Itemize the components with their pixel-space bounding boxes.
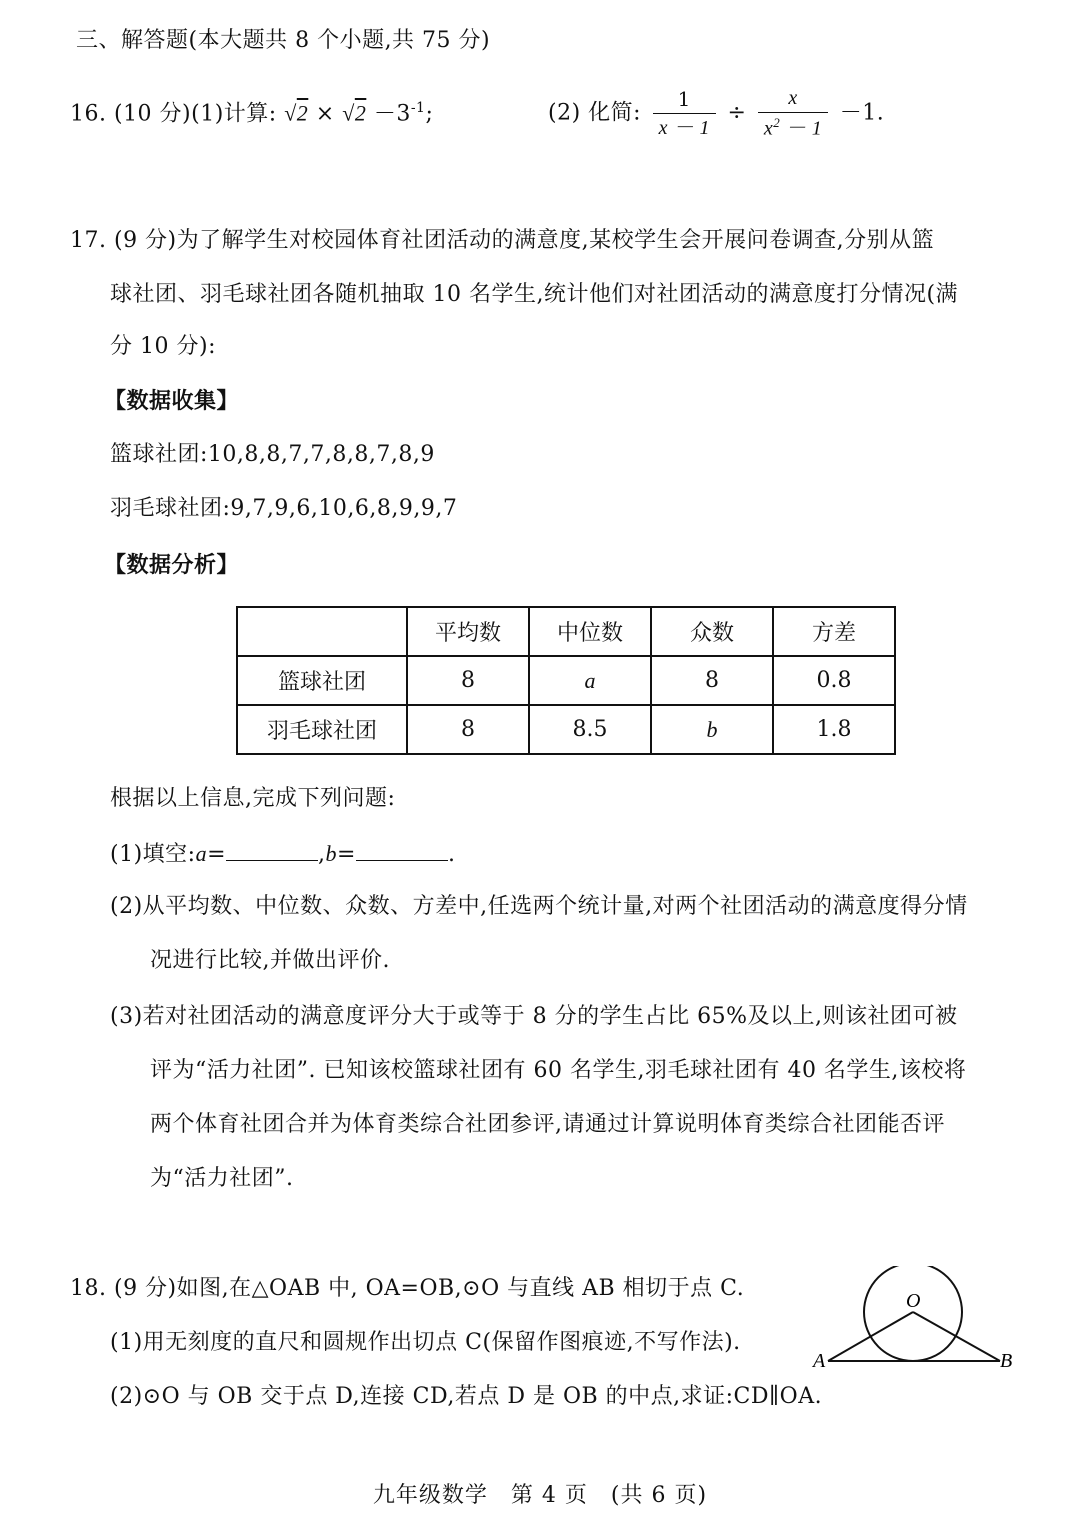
circle-o	[864, 1266, 962, 1361]
section-title: 三、解答题(本大题共 8 个小题,共 75 分)	[76, 28, 491, 53]
table-header-cell	[237, 607, 407, 656]
table-header-cell: 中位数	[529, 607, 651, 656]
segment-oa	[828, 1312, 913, 1361]
data-analysis-heading: 【数据分析】	[104, 552, 240, 578]
q17-part3-line4: 为“活力社团”.	[150, 1166, 294, 1191]
table-header-cell: 平均数	[407, 607, 529, 656]
q16-sqrt2-a: √2	[284, 100, 309, 126]
question-16-part2	[548, 86, 884, 141]
question-16	[70, 100, 433, 128]
q17-line3: 分 10 分):	[110, 334, 216, 359]
table-header-cell: 众数	[651, 607, 773, 656]
q17-line2: 球社团、羽毛球社团各随机抽取 10 名学生,统计他们对社团活动的满意度打分情况(满	[110, 282, 959, 307]
table-cell: a	[529, 656, 651, 705]
segment-ob	[913, 1312, 1000, 1361]
q18-part1: (1)用无刻度的直尺和圆规作出切点 C(保留作图痕迹,不写作法).	[110, 1330, 741, 1355]
circle-tangent-figure	[806, 1266, 1026, 1386]
blank-b-label: b	[325, 841, 338, 866]
blank-a-label: a	[195, 841, 208, 866]
table-cell: 羽毛球社团	[237, 705, 407, 754]
table-row	[237, 705, 895, 754]
table-cell: 8	[407, 656, 529, 705]
label-a: A	[813, 1350, 826, 1372]
table-cell: 8	[407, 705, 529, 754]
page-footer: 九年级数学 第 4 页 (共 6 页)	[372, 1483, 708, 1508]
q16-fraction-2: $\frac{x}{x^2 - 1}$	[758, 86, 828, 141]
data-collection-heading: 【数据收集】	[104, 388, 240, 414]
table-cell: 0.8	[773, 656, 895, 705]
table-cell: b	[651, 705, 773, 754]
q16-divide: ÷	[727, 100, 747, 126]
table-row	[237, 656, 895, 705]
q16-tail: －1.	[839, 100, 885, 126]
table-cell: 1.8	[773, 705, 895, 754]
label-b: B	[1000, 1350, 1013, 1372]
q16-prefix: 16. (10 分)(1)计算:	[70, 101, 277, 127]
q16-times: ×	[315, 101, 343, 127]
q17-part2-line1: (2)从平均数、中位数、众数、方差中,任选两个统计量,对两个社团活动的满意度得分情	[110, 894, 968, 919]
statistics-table	[236, 606, 896, 755]
q16-semicolon: ;	[425, 101, 434, 127]
basketball-data: 篮球社团:10,8,8,7,7,8,8,7,8,9	[110, 442, 435, 467]
q16-exponent: -1	[410, 100, 426, 116]
answer-blank-b	[356, 840, 448, 861]
table-cell: 8.5	[529, 705, 651, 754]
q16-sqrt2-b: √2	[342, 100, 367, 126]
q17-part3-line1: (3)若对社团活动的满意度评分大于或等于 8 分的学生占比 65%及以上,则该社团可被	[110, 1004, 958, 1029]
q17-part2-line2: 况进行比较,并做出评价.	[150, 948, 390, 973]
table-header-cell: 方差	[773, 607, 895, 656]
q17-prompt: 根据以上信息,完成下列问题:	[110, 786, 396, 811]
q17-line1: 17. (9 分)为了解学生对校园体育社团活动的满意度,某校学生会开展问卷调查,分别从篮	[70, 228, 935, 253]
q17-part3-line3: 两个体育社团合并为体育类综合社团参评,请通过计算说明体育类综合社团能否评	[150, 1112, 945, 1137]
q17-part1: (1)填空:a= ,b= .	[110, 841, 456, 867]
part1-prefix: (1)填空:	[110, 842, 196, 867]
badminton-data: 羽毛球社团:9,7,9,6,10,6,8,9,9,7	[110, 496, 458, 521]
table-cell: 8	[651, 656, 773, 705]
q16-part2-label: (2) 化简:	[548, 100, 642, 126]
q17-part3-line2: 评为“活力社团”. 已知该校篮球社团有 60 名学生,羽毛球社团有 40 名学生,该校将	[150, 1058, 967, 1083]
q16-fraction-1: $\frac{1}{x - 1}$	[653, 87, 716, 140]
table-cell: 篮球社团	[237, 656, 407, 705]
label-o: O	[906, 1290, 921, 1312]
q18-line1: 18. (9 分)如图,在△OAB 中, OA=OB,⊙O 与直线 AB 相切于点 C.	[70, 1276, 745, 1301]
q16-minus-three: －3	[373, 101, 411, 127]
table-header-row	[237, 607, 895, 656]
q18-part2: (2)⊙O 与 OB 交于点 D,连接 CD,若点 D 是 OB 的中点,求证:CD∥OA.	[110, 1384, 823, 1409]
answer-blank-a	[226, 840, 318, 861]
